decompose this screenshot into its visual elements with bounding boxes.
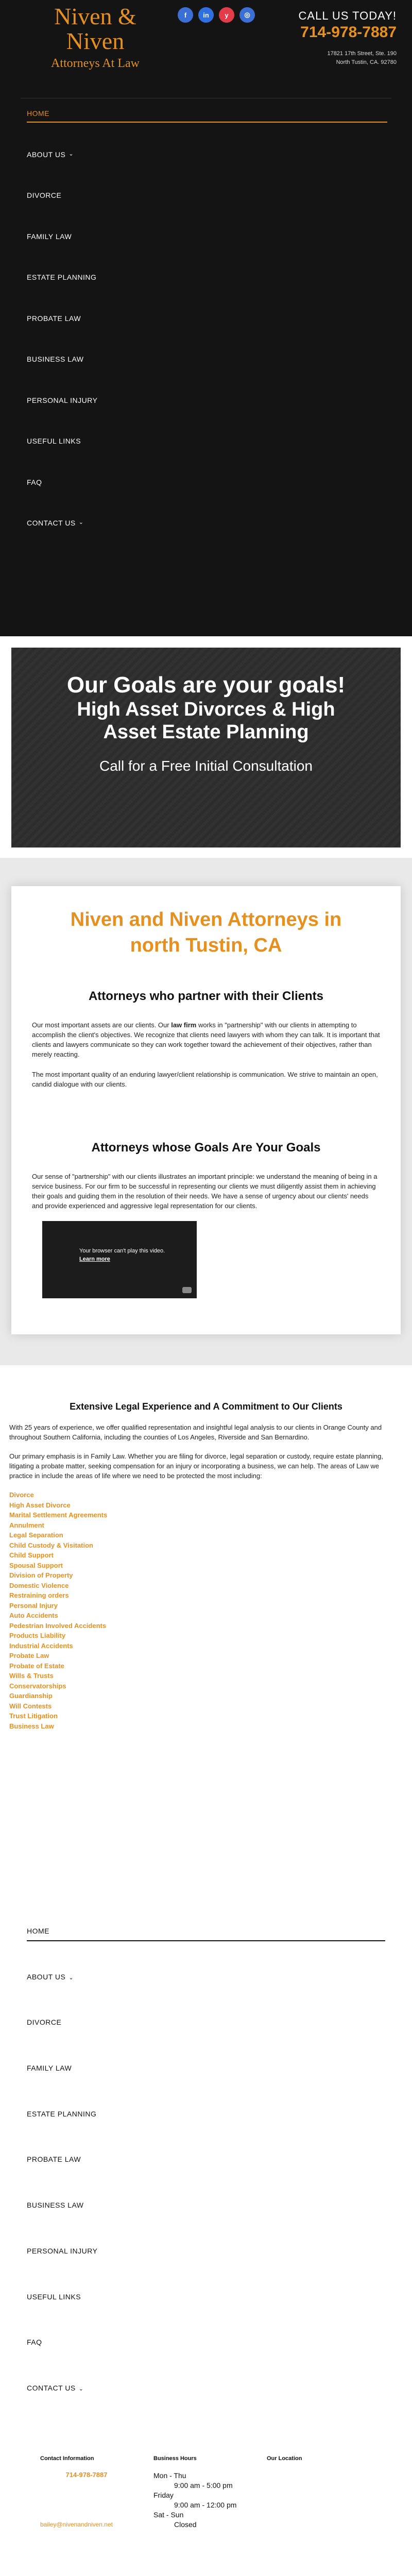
address-line-2: North Tustin, CA. 92780 bbox=[336, 59, 397, 65]
law-firm-link[interactable]: law firm bbox=[171, 1021, 197, 1029]
linkedin-icon[interactable]: in bbox=[198, 7, 214, 23]
footer-nav-label-faq: FAQ bbox=[27, 2338, 42, 2347]
header-address bbox=[327, 49, 397, 67]
nav-label-about: ABOUT US bbox=[27, 150, 66, 159]
nav-item-business-law[interactable] bbox=[27, 355, 387, 396]
practice-area-item[interactable]: Division of Property bbox=[9, 1571, 73, 1579]
practice-area-item[interactable]: Auto Accidents bbox=[9, 1612, 58, 1619]
experience-paragraph-1: With 25 years of experience, we offer qualified representation and insightful legal analysis to our clients in Orange County and throughout Southern California, including the counties of Los Angeles, Riverside and San Bernardino. bbox=[9, 1423, 382, 1441]
footer-nav-label-contact: CONTACT US bbox=[27, 2383, 76, 2392]
footer-location-column bbox=[267, 2455, 359, 2576]
practice-area-item[interactable]: Probate Law bbox=[9, 1652, 49, 1659]
footer-nav-label-estate-planning: ESTATE PLANNING bbox=[27, 2109, 97, 2118]
footer-email-link[interactable]: bailey@nivenandniven.net bbox=[40, 2520, 113, 2528]
main-nav bbox=[27, 109, 387, 560]
practice-area-item[interactable]: Annulment bbox=[9, 1521, 44, 1529]
practice-area-item[interactable]: Restraining orders bbox=[9, 1591, 69, 1599]
experience-paragraph-2: Our primary emphasis is in Family Law. Whether you are filing for divorce, legal separation or custody, require estate planning, litigating a probate matter, seeking compensation for an injury or incorporating a business, we can help. The areas of Law we practice in include the areas of life where we need to be protected the most including: bbox=[9, 1452, 383, 1480]
practice-areas-list bbox=[9, 1490, 403, 1731]
hours-time-3: Closed bbox=[174, 2520, 197, 2529]
youtube-icon bbox=[182, 1287, 192, 1293]
hours-days-2: Friday bbox=[153, 2490, 174, 2499]
experience-section bbox=[0, 1365, 412, 1752]
video-error-text: Your browser can't play this video. bbox=[79, 1248, 165, 1254]
footer-nav-divorce[interactable] bbox=[27, 2018, 385, 2064]
nav-item-divorce[interactable] bbox=[27, 191, 387, 232]
hours-time-1: 9:00 am - 5:00 pm bbox=[174, 2481, 233, 2489]
main-content-section bbox=[0, 858, 412, 1365]
hero-heading: Our Goals are your goals! bbox=[66, 672, 346, 698]
footer-nav-label-about: ABOUT US bbox=[27, 1972, 66, 1981]
page-title: Niven and Niven Attorneys in north Tustin, CA bbox=[70, 909, 342, 956]
nav-item-family-law[interactable] bbox=[27, 232, 387, 274]
footer-hours-heading: Business Hours bbox=[153, 2455, 197, 2462]
footer-nav-useful-links[interactable] bbox=[27, 2293, 385, 2338]
footer-nav-faq[interactable] bbox=[27, 2338, 385, 2384]
p1-text-a: Our most important assets are our clients. Our bbox=[32, 1021, 171, 1029]
hero-banner bbox=[11, 648, 401, 848]
footer-nav-label-family-law: FAMILY LAW bbox=[27, 2064, 72, 2073]
practice-area-item[interactable]: Child Custody & Visitation bbox=[9, 1541, 93, 1549]
address-line-1: 17821 17th Street, Ste. 190 bbox=[327, 50, 397, 57]
nav-label-business-law: BUSINESS LAW bbox=[27, 355, 84, 363]
practice-area-item[interactable]: Will Contests bbox=[9, 1702, 52, 1710]
footer-nav-estate-planning[interactable] bbox=[27, 2110, 385, 2156]
paragraph-goals: Our sense of "partnership" with our clients illustrates an important principle: we understand the meaning of being in a service business. For our firm to be successful in representing our clients we must diligently assist them in achieving their goals and guiding them in the resolution of their needs. We have a sense of urgency about our clients' needs and provide experienced and aggressive legal representation for our clients. bbox=[32, 1173, 377, 1210]
practice-area-item[interactable]: Wills & Trusts bbox=[9, 1672, 54, 1680]
footer-nav-label-business-law: BUSINESS LAW bbox=[27, 2201, 84, 2210]
footer-nav-home[interactable] bbox=[27, 1927, 385, 1973]
site-header bbox=[0, 0, 412, 636]
practice-area-item[interactable]: Legal Separation bbox=[9, 1531, 63, 1539]
nav-label-contact: CONTACT US bbox=[27, 519, 76, 527]
practice-area-item[interactable]: Guardianship bbox=[9, 1692, 53, 1700]
practice-area-item[interactable]: Business Law bbox=[9, 1722, 54, 1730]
chevron-down-icon: ⌄ bbox=[68, 1974, 74, 1981]
hero-section bbox=[0, 636, 412, 858]
practice-area-item[interactable]: Marital Settlement Agreements bbox=[9, 1511, 108, 1519]
footer-hours-column bbox=[153, 2455, 246, 2576]
chevron-down-icon: ⌄ bbox=[78, 519, 84, 526]
nav-label-divorce: DIVORCE bbox=[27, 191, 62, 199]
footer-nav-label-personal-injury: PERSONAL INJURY bbox=[27, 2246, 98, 2255]
practice-area-item[interactable]: Products Liability bbox=[9, 1632, 66, 1639]
social-links bbox=[178, 7, 255, 23]
footer-nav-about[interactable] bbox=[27, 1973, 385, 2019]
footer-nav-label-home: HOME bbox=[27, 1927, 385, 1941]
footer-nav bbox=[0, 1752, 412, 2450]
practice-area-item[interactable]: Personal Injury bbox=[9, 1601, 58, 1609]
section-heading-partner: Attorneys who partner with their Clients bbox=[88, 989, 324, 1003]
hero-subheading: High Asset Divorces & High Asset Estate Planning bbox=[77, 699, 335, 743]
footer-info bbox=[0, 2450, 412, 2576]
footer-nav-business-law[interactable] bbox=[27, 2201, 385, 2247]
firm-name: Niven & Niven bbox=[54, 3, 136, 54]
nav-item-personal-injury[interactable] bbox=[27, 396, 387, 437]
experience-heading: Extensive Legal Experience and A Commitment to Our Clients bbox=[70, 1401, 342, 1412]
footer-location-heading: Our Location bbox=[267, 2455, 302, 2462]
business-hours bbox=[153, 2471, 246, 2530]
main-card bbox=[11, 886, 401, 1334]
practice-area-item[interactable]: Probate of Estate bbox=[9, 1662, 64, 1670]
nav-item-home[interactable] bbox=[27, 109, 387, 150]
nav-item-about[interactable] bbox=[27, 150, 387, 192]
nav-label-probate-law: PROBATE LAW bbox=[27, 314, 81, 323]
section-heading-goals: Attorneys whose Goals Are Your Goals bbox=[91, 1141, 321, 1155]
footer-phone-link[interactable]: 714-978-7887 bbox=[65, 2470, 108, 2479]
footer-contact-heading: Contact Information bbox=[40, 2455, 94, 2462]
nav-label-personal-injury: PERSONAL INJURY bbox=[27, 396, 98, 404]
nav-label-estate-planning: ESTATE PLANNING bbox=[27, 273, 97, 281]
hero-cta[interactable]: Call for a Free Initial Consultation bbox=[99, 758, 313, 774]
nav-item-faq[interactable] bbox=[27, 478, 387, 519]
footer-contact-column bbox=[40, 2455, 133, 2576]
practice-area-item[interactable]: Conservatorships bbox=[9, 1682, 66, 1690]
practice-area-item[interactable]: Industrial Accidents bbox=[9, 1641, 73, 1650]
nav-item-probate-law[interactable] bbox=[27, 314, 387, 355]
video-player[interactable] bbox=[42, 1221, 197, 1298]
yelp-icon[interactable]: y bbox=[219, 7, 234, 23]
nav-item-contact[interactable] bbox=[27, 519, 387, 560]
footer-nav-family-law[interactable] bbox=[27, 2064, 385, 2110]
chevron-down-icon: ⌄ bbox=[68, 150, 74, 157]
footer-nav-personal-injury[interactable] bbox=[27, 2247, 385, 2293]
paragraph-partner-1 bbox=[32, 1020, 380, 1059]
hours-time-2: 9:00 am - 12:00 pm bbox=[174, 2500, 237, 2509]
firm-logo[interactable] bbox=[31, 4, 160, 71]
practice-area-item[interactable]: Spousal Support bbox=[9, 1561, 63, 1569]
footer-nav-label-useful-links: USEFUL LINKS bbox=[27, 2292, 81, 2301]
nav-label-faq: FAQ bbox=[27, 478, 42, 486]
video-learn-more-link[interactable]: Learn more bbox=[79, 1256, 110, 1262]
instagram-icon[interactable]: ◎ bbox=[239, 7, 255, 23]
call-label: CALL US TODAY! bbox=[298, 9, 397, 22]
nav-item-estate-planning[interactable] bbox=[27, 273, 387, 314]
call-block bbox=[299, 9, 397, 41]
facebook-icon[interactable]: f bbox=[178, 7, 193, 23]
hours-days-1: Mon - Thu bbox=[153, 2471, 186, 2480]
practice-area-item[interactable]: Trust Litigation bbox=[9, 1712, 58, 1720]
footer-nav-label-probate-law: PROBATE LAW bbox=[27, 2155, 81, 2164]
nav-label-useful-links: USEFUL LINKS bbox=[27, 437, 81, 445]
nav-label-family-law: FAMILY LAW bbox=[27, 232, 72, 241]
video-message bbox=[79, 1247, 165, 1263]
footer-nav-label-divorce: DIVORCE bbox=[27, 2018, 62, 2027]
practice-area-item[interactable]: High Asset Divorce bbox=[9, 1501, 71, 1509]
firm-tagline: Attorneys At Law bbox=[51, 57, 140, 70]
hours-days-3: Sat - Sun bbox=[153, 2510, 184, 2519]
paragraph-partner-2: The most important quality of an enduring lawyer/client relationship is communication. We strive to maintain an open, candid dialogue with our clients. bbox=[32, 1071, 378, 1088]
nav-item-useful-links[interactable] bbox=[27, 437, 387, 478]
header-phone-link[interactable]: 714-978-7887 bbox=[300, 24, 397, 41]
practice-area-item[interactable]: Divorce bbox=[9, 1491, 34, 1499]
p1-text-c: works in "partnership" with our clients in attempting to accomplish the client's objectives. We recognize that clients need lawyers with whom they can talk. It is important that clients and lawyers communicate so they can work together toward the achievement of their objectives, rather than merely reacting. bbox=[32, 1021, 380, 1058]
practice-area-item[interactable]: Child Support bbox=[9, 1551, 54, 1559]
practice-area-item[interactable]: Pedestrian Involved Accidents bbox=[9, 1621, 107, 1630]
footer-nav-probate-law[interactable] bbox=[27, 2155, 385, 2201]
practice-area-item[interactable]: Domestic Violence bbox=[9, 1581, 69, 1589]
chevron-down-icon: ⌄ bbox=[78, 2385, 84, 2392]
nav-label-home: HOME bbox=[27, 109, 387, 123]
footer-nav-contact[interactable] bbox=[27, 2384, 385, 2430]
